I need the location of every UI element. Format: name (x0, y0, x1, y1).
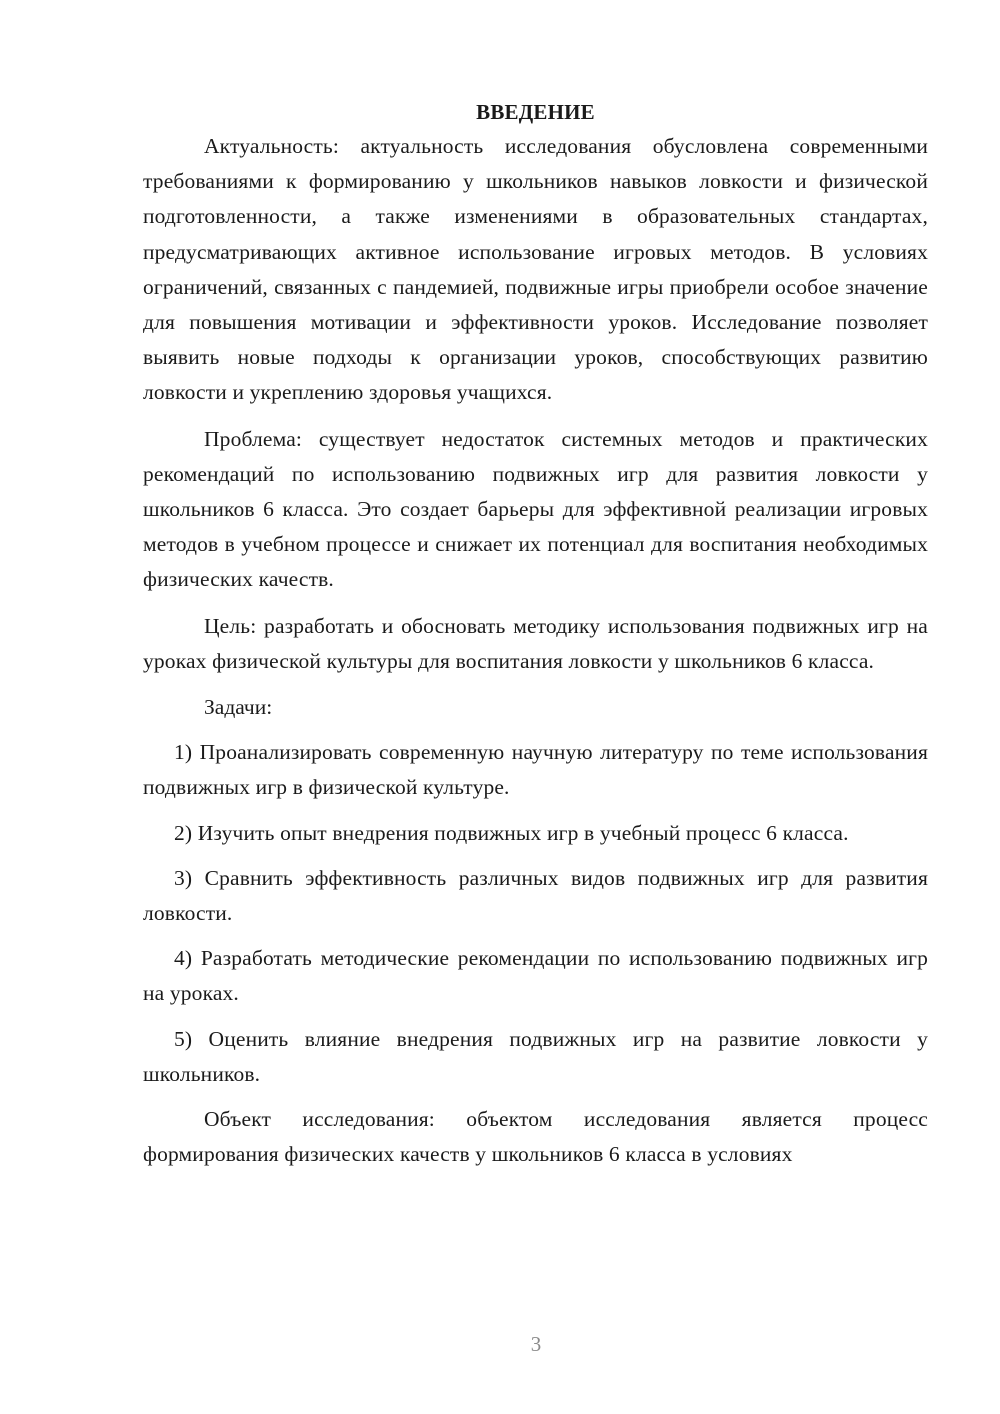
paragraph-goal: Цель: разработать и обосновать методику использования подвижных игр на уроках физической культуры для воспитания ловкости у школьников 6 класса. (143, 613, 928, 673)
tasks-heading: Задачи: (204, 695, 273, 720)
task-item-4: 4) Разработать методические рекомендации по использованию подвижных игр на уроках. (143, 946, 928, 1006)
task-item-5: 5) Оценить влияние внедрения подвижных игр на развитие ловкости у школьников. (143, 1026, 928, 1086)
task-item-2: 2) Изучить опыт внедрения подвижных игр в учебный процесс 6 класса. (174, 820, 849, 845)
paragraph-problem: Проблема: существует недостаток системных методов и практических рекомендаций по использованию подвижных игр для развития ловкости у школьников 6 класса. Это создает барьеры для эффективной реализации игровых методов в учебном процессе и снижает их потенциал для воспитания необходимых физических качеств. (143, 426, 928, 592)
paragraph-relevance: Актуальность: актуальность исследования обусловлена современными требованиями к формированию у школьников навыков ловкости и физической подготовленности, а также изменениями в образовательных стандартах, предусматривающих активное использование игровых методов. В условиях ограничений, связанных с пандемией, подвижные игры приобрели особое значение для повышения мотивации и эффективности уроков. Исследование позволяет выявить новые подходы к организации уроков, способствующих развитию ловкости и укреплению здоровья учащихся. (143, 134, 928, 405)
task-item-3: 3) Сравнить эффективность различных видов подвижных игр для развития ловкости. (143, 865, 928, 926)
document-page (143, 95, 928, 1295)
page-number: 3 (530, 1332, 542, 1356)
task-item-1: 1) Проанализировать современную научную литературу по теме использования подвижных игр в физической культуре. (143, 740, 928, 800)
section-title: ВВЕДЕНИЕ (476, 100, 595, 124)
paragraph-object: Объект исследования: объектом исследования является процесс формирования физических качеств у школьников 6 класса в условиях (143, 1107, 928, 1167)
